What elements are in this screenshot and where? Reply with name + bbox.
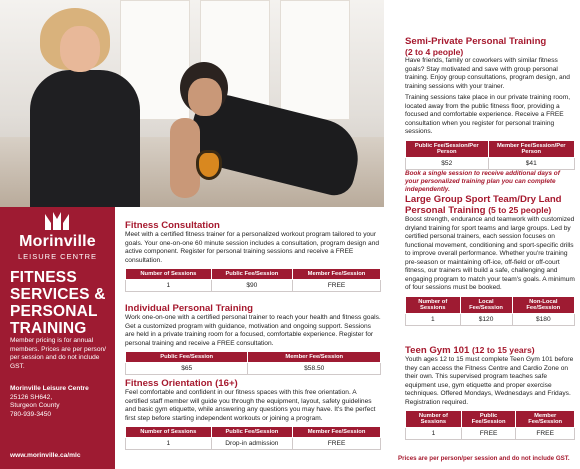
title-line: TRAINING [10,320,87,337]
table-header: Member Fee/Session [516,411,575,428]
table-cell: Drop-in admission [211,438,293,450]
price-table [125,351,381,375]
kettlebell-icon [196,150,222,180]
price-table [405,140,575,170]
section-subtitle: (12 to 15 years) [472,345,535,355]
table-header: Public Fee/Session [211,269,292,280]
section-title: Teen Gym 101 [405,345,470,356]
section-body [405,57,575,137]
address-line: 25126 SH642, [10,393,53,401]
table-header: Number of Sessions [126,269,212,280]
table-header: Number of Sessions [406,296,461,313]
price-table [125,426,381,450]
table-cell: 1 [126,438,212,450]
individual-training-section [125,303,381,375]
address-line: 780-939-3450 [10,410,52,418]
table-header: Non-Local Fee/Session [512,296,574,313]
page-title [10,269,106,337]
table-header: Public Fee/Session [211,427,293,438]
title-line: PERSONAL [10,303,98,320]
brand-name: Morinville [19,233,96,250]
paragraph: Training sessions take place in our private training room, located away from the public fitness floor, providing a focused and comfortable experience. Receive a FREE consultation when you register for personal training sessions. [405,94,571,135]
table-header: Public Fee/Session/Per Person [406,140,489,157]
title-line: FITNESS [10,269,77,286]
footer-note: Prices are per person/per session and do not include GST. [398,455,570,462]
table-row [126,438,381,450]
table-header: Public Fee/Session [461,411,516,428]
section-body: Meet with a certified fitness trainer for a personalized workout program tailored to your goals. Your one-on-one 60 minute session includes a consultation, program design and active component. Register for personal training sessions and receive a FREE consultation. [125,231,380,264]
section-title: Large Group Sport Team/Dry Land Personal Training [405,194,562,216]
table-cell: $52 [406,157,489,169]
price-table [405,410,575,440]
price-table [405,296,575,326]
table-row [406,313,575,325]
title-line: SERVICES & [10,286,106,303]
section-body: Feel comfortable and confident in our fitness spaces with this free orientation. A certified staff member will guide you through the equipment, layout, safety guidelines and basic gym etiquette, while answering any questions you may have. It's the perfect first step before starting independent workouts or joining a program. [125,389,376,422]
table-header: Number of Sessions [126,427,212,438]
fitness-consultation-section [125,220,381,292]
table-cell: $90 [211,280,292,292]
table-header: Public Fee/Session [126,352,248,363]
section-title: Semi-Private Personal Training [405,36,547,47]
section-title: Individual Personal Training [125,303,253,314]
table-cell: 1 [126,280,212,292]
table-cell: FREE [461,428,516,440]
table-header: Number of Sessions [406,411,462,428]
table-row [406,157,575,169]
address-name: Morinville Leisure Centre [10,385,89,392]
brand-sub: LEISURE CENTRE [17,252,97,261]
table-row [126,363,381,375]
trainer-figure [30,70,140,207]
section-title-wrap [405,345,575,356]
address-line: Sturgeon County [10,402,60,410]
table-header: Member Fee/Session/Per Person [488,140,574,157]
table-cell: FREE [292,280,380,292]
table-row [126,280,381,292]
hero-photo [0,0,384,207]
section-title: Fitness Orientation (16+) [125,378,238,389]
table-cell: $120 [460,313,512,325]
table-row [406,428,575,440]
section-subtitle: (5 to 25 people) [488,205,552,215]
pricing-note: Member pricing is for annual members. Prices are per person/ per session and do not include GST. [10,337,107,370]
website-link[interactable]: www.morinville.ca/mlc [10,452,81,459]
window-panel [280,0,350,120]
table-cell: 1 [406,428,462,440]
table-header: Local Fee/Session [460,296,512,313]
semi-private-section [405,36,575,194]
price-table [125,268,381,292]
morinville-logo-icon [44,211,70,231]
table-cell: $180 [512,313,574,325]
table-cell: FREE [516,428,575,440]
table-header: Member Fee/Session [248,352,381,363]
fitness-orientation-section [125,378,381,450]
paragraph: Have friends, family or coworkers with similar fitness goals? Stay motivated and save with group personal training. Enjoy group consultations, program design, and training sessions with your trainer. [405,57,570,90]
table-header: Member Fee/Session [292,269,380,280]
section-subtitle: (2 to 4 people) [405,47,464,57]
trainer-face [60,26,100,72]
table-header: Member Fee/Session [293,427,381,438]
sidebar [0,207,115,469]
section-title: Fitness Consultation [125,220,220,231]
address [10,385,89,419]
booking-note: Book a single session to receive additional days of your personalized training plan you can complete independently. [405,169,560,193]
section-body: Work one-on-one with a certified personal trainer to reach your health and fitness goals. Get a customized program with guidance, motivation and ongoing support. Sessions are held in a private training room for a focused, comfortable experience. Register for personal training and receive a FREE consultation. [125,314,381,347]
section-body: Boost strength, endurance and teamwork with customized dryland training for sport teams and large groups. Led by certified personal trainers, each session focuses on functional movement, conditioning and sport-specific drills to improve overall performance. Whether you're training pre-season or maintaining off-ice, off-field or off-court fitness, our trainers will build a safe, challenging and engaging program to match your team's goals. A minimum of four sessions must be booked. [405,216,575,291]
section-body: Youth ages 12 to 15 must complete Teen Gym 101 before they can access the Fitness Centre and Cardio Zone on their own. This supervised program teaches safe equipment use, gym etiquette and proper exercise techniques. Offered Mondays, Wednesdays and Fridays. Registration required. [405,356,574,406]
table-cell: FREE [293,438,381,450]
table-cell: 1 [406,313,461,325]
teen-gym-section [405,345,575,440]
table-cell: $41 [488,157,574,169]
table-cell: $58.50 [248,363,381,375]
large-group-section [405,194,575,326]
table-cell: $65 [126,363,248,375]
section-title-wrap [405,194,575,216]
trainee-face [188,78,222,116]
